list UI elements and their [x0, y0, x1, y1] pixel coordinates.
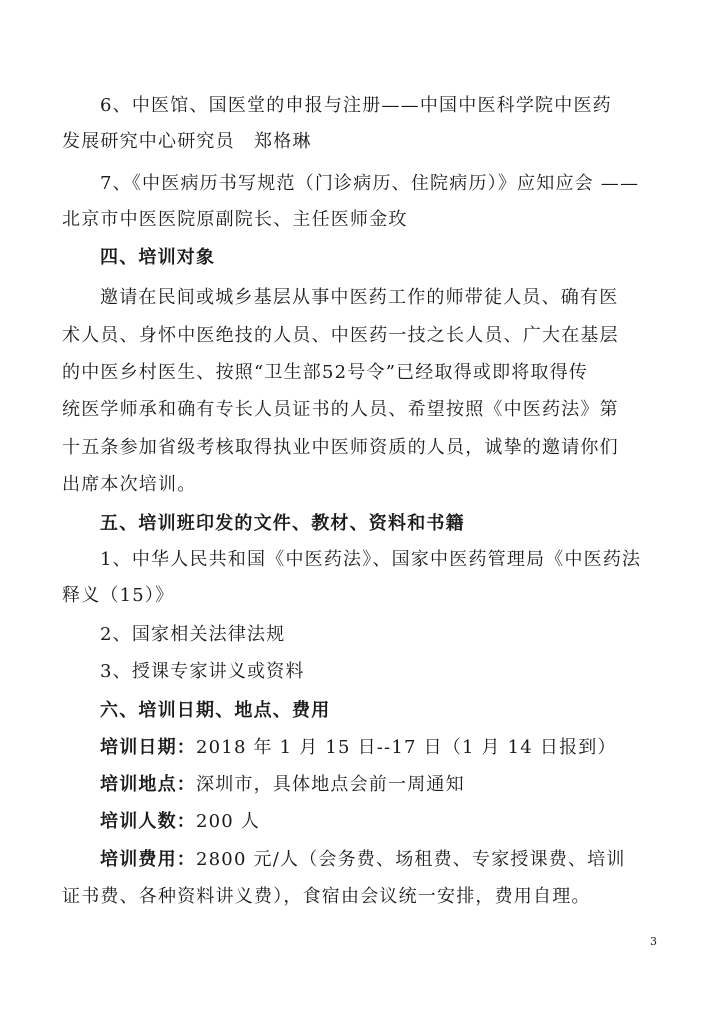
training-fee-row — [100, 848, 626, 872]
training-date-label: 培训日期： — [100, 737, 196, 758]
section3-item6-line2: 发展研究中心研究员 郑格琳 — [62, 131, 312, 152]
training-count-label: 培训人数： — [100, 811, 196, 832]
training-fee-line2: 证书费、各种资料讲义费），食宿由会议统一安排，费用自理。 — [62, 886, 591, 907]
section4-heading: 四、培训对象 — [100, 247, 216, 268]
section5-item1-line2: 释义（15）》 — [62, 585, 175, 606]
training-count-value: 200 人 — [196, 811, 261, 832]
section3-item7-line2: 北京市中医医院原副院长、主任医师金玫 — [62, 209, 408, 230]
training-date-value: 2018 年 1 月 15 日--17 日（1 月 14 日报到） — [196, 737, 617, 758]
training-place-label: 培训地点： — [100, 774, 196, 795]
training-count-row — [100, 810, 260, 834]
section3-item6-line1: 6、中医馆、国医堂的申报与注册——中国中医科学院中医药 — [100, 95, 612, 116]
section5-item2: 2、国家相关法律法规 — [100, 624, 286, 645]
section5-heading: 五、培训班印发的文件、教材、资料和书籍 — [100, 513, 465, 534]
section4-paragraph-line6: 出席本次培训。 — [62, 474, 197, 495]
section4-paragraph-line5: 十五条参加省级考核取得执业中医师资质的人员，诚挚的邀请你们 — [62, 437, 619, 458]
section5-item3: 3、授课专家讲义或资料 — [100, 661, 305, 682]
section4-paragraph-line1: 邀请在民间或城乡基层从事中医药工作的师带徒人员、确有医 — [100, 287, 619, 308]
section6-heading: 六、培训日期、地点、费用 — [100, 700, 331, 721]
section4-paragraph-line3: 的中医乡村医生、按照“卫生部52号令”已经取得或即将取得传 — [62, 362, 589, 383]
training-place-row — [100, 773, 465, 797]
section3-item7-line1: 7、《中医病历书写规范（门诊病历、住院病历）》应知应会 —— — [100, 173, 640, 194]
training-date-row — [100, 736, 617, 760]
training-fee-label: 培训费用： — [100, 849, 196, 870]
training-place-value: 深圳市，具体地点会前一周通知 — [196, 774, 465, 795]
training-fee-value: 2800 元/人（会务费、场租费、专家授课费、培训 — [196, 849, 626, 870]
page-number: 3 — [650, 935, 657, 948]
section4-paragraph-line2: 术人员、身怀中医绝技的人员、中医药一技之长人员、广大在基层 — [62, 325, 619, 346]
section5-item1-line1: 1、中华人民共和国《中医药法》、国家中医药管理局《中医药法 — [100, 549, 642, 570]
section4-paragraph-line4: 统医学师承和确有专长人员证书的人员、希望按照《中医药法》第 — [62, 399, 619, 420]
